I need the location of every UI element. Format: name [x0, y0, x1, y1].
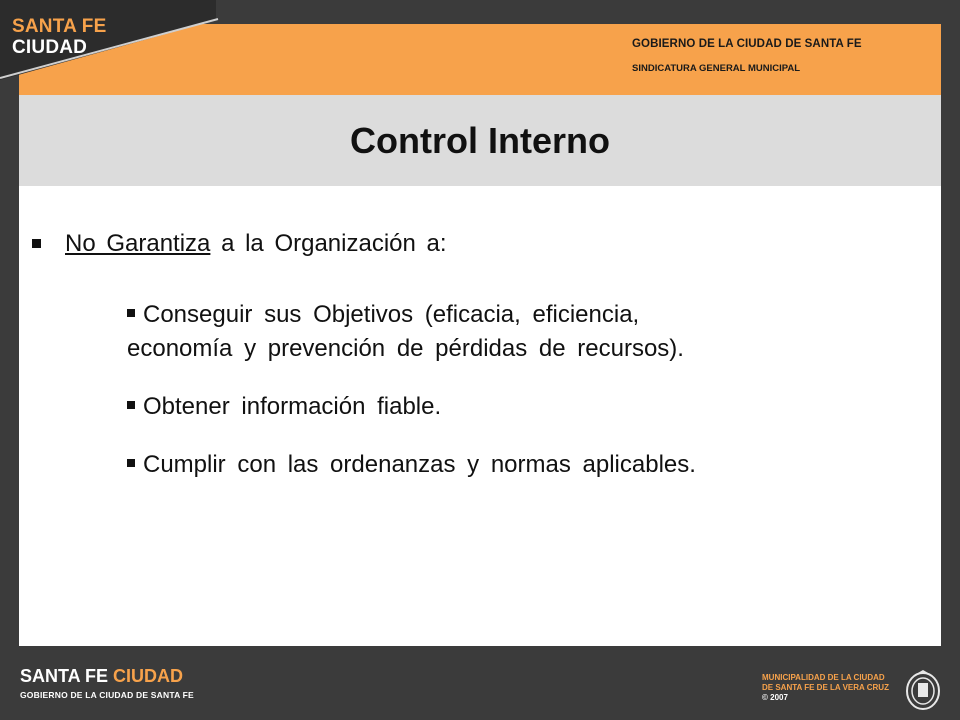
sub-item-line: Obtener información fiable.	[143, 393, 442, 420]
muni-line: DE SANTA FE DE LA VERA CRUZ	[762, 683, 889, 692]
square-bullet-icon	[127, 401, 135, 409]
square-bullet-icon	[32, 239, 41, 248]
main-underlined-text: No Garantiza	[65, 230, 211, 257]
title-band	[19, 95, 941, 186]
main-bullet-text	[65, 230, 447, 258]
government-subtitle: SINDICATURA GENERAL MUNICIPAL	[632, 63, 801, 74]
sub-item-line: Cumplir con las ordenanzas y normas aplicables.	[143, 451, 696, 478]
logo-ciudad: CIUDAD	[12, 37, 88, 58]
sub-item-line: Conseguir sus Objetivos (eficacia, eficiencia,	[143, 301, 640, 328]
footer-subtitle: GOBIERNO DE LA CIUDAD DE SANTA FE	[20, 690, 194, 700]
muni-line: MUNICIPALIDAD DE LA CIUDAD	[762, 673, 885, 682]
muni-copyright: © 2007	[762, 693, 788, 702]
city-seal-icon	[904, 668, 942, 712]
sub-item-line: economía y prevención de pérdidas de recursos).	[127, 335, 684, 362]
footer-brand-orange: CIUDAD	[113, 666, 183, 686]
government-title: GOBIERNO DE LA CIUDAD DE SANTA FE	[632, 38, 862, 50]
slide-title: Control Interno	[350, 120, 610, 161]
logo-santa-fe: SANTA FE	[12, 16, 107, 37]
municipality-credit	[762, 673, 889, 703]
square-bullet-icon	[127, 459, 135, 467]
sub-item-objetivos	[127, 298, 684, 366]
square-bullet-icon	[127, 309, 135, 317]
sub-item-informacion	[127, 390, 441, 424]
footer-brand-white: SANTA FE	[20, 666, 113, 686]
footer-brand	[20, 666, 183, 687]
sub-item-normas	[127, 448, 696, 482]
main-rest-text: a la Organización a:	[210, 230, 447, 257]
slide-content	[19, 186, 941, 646]
